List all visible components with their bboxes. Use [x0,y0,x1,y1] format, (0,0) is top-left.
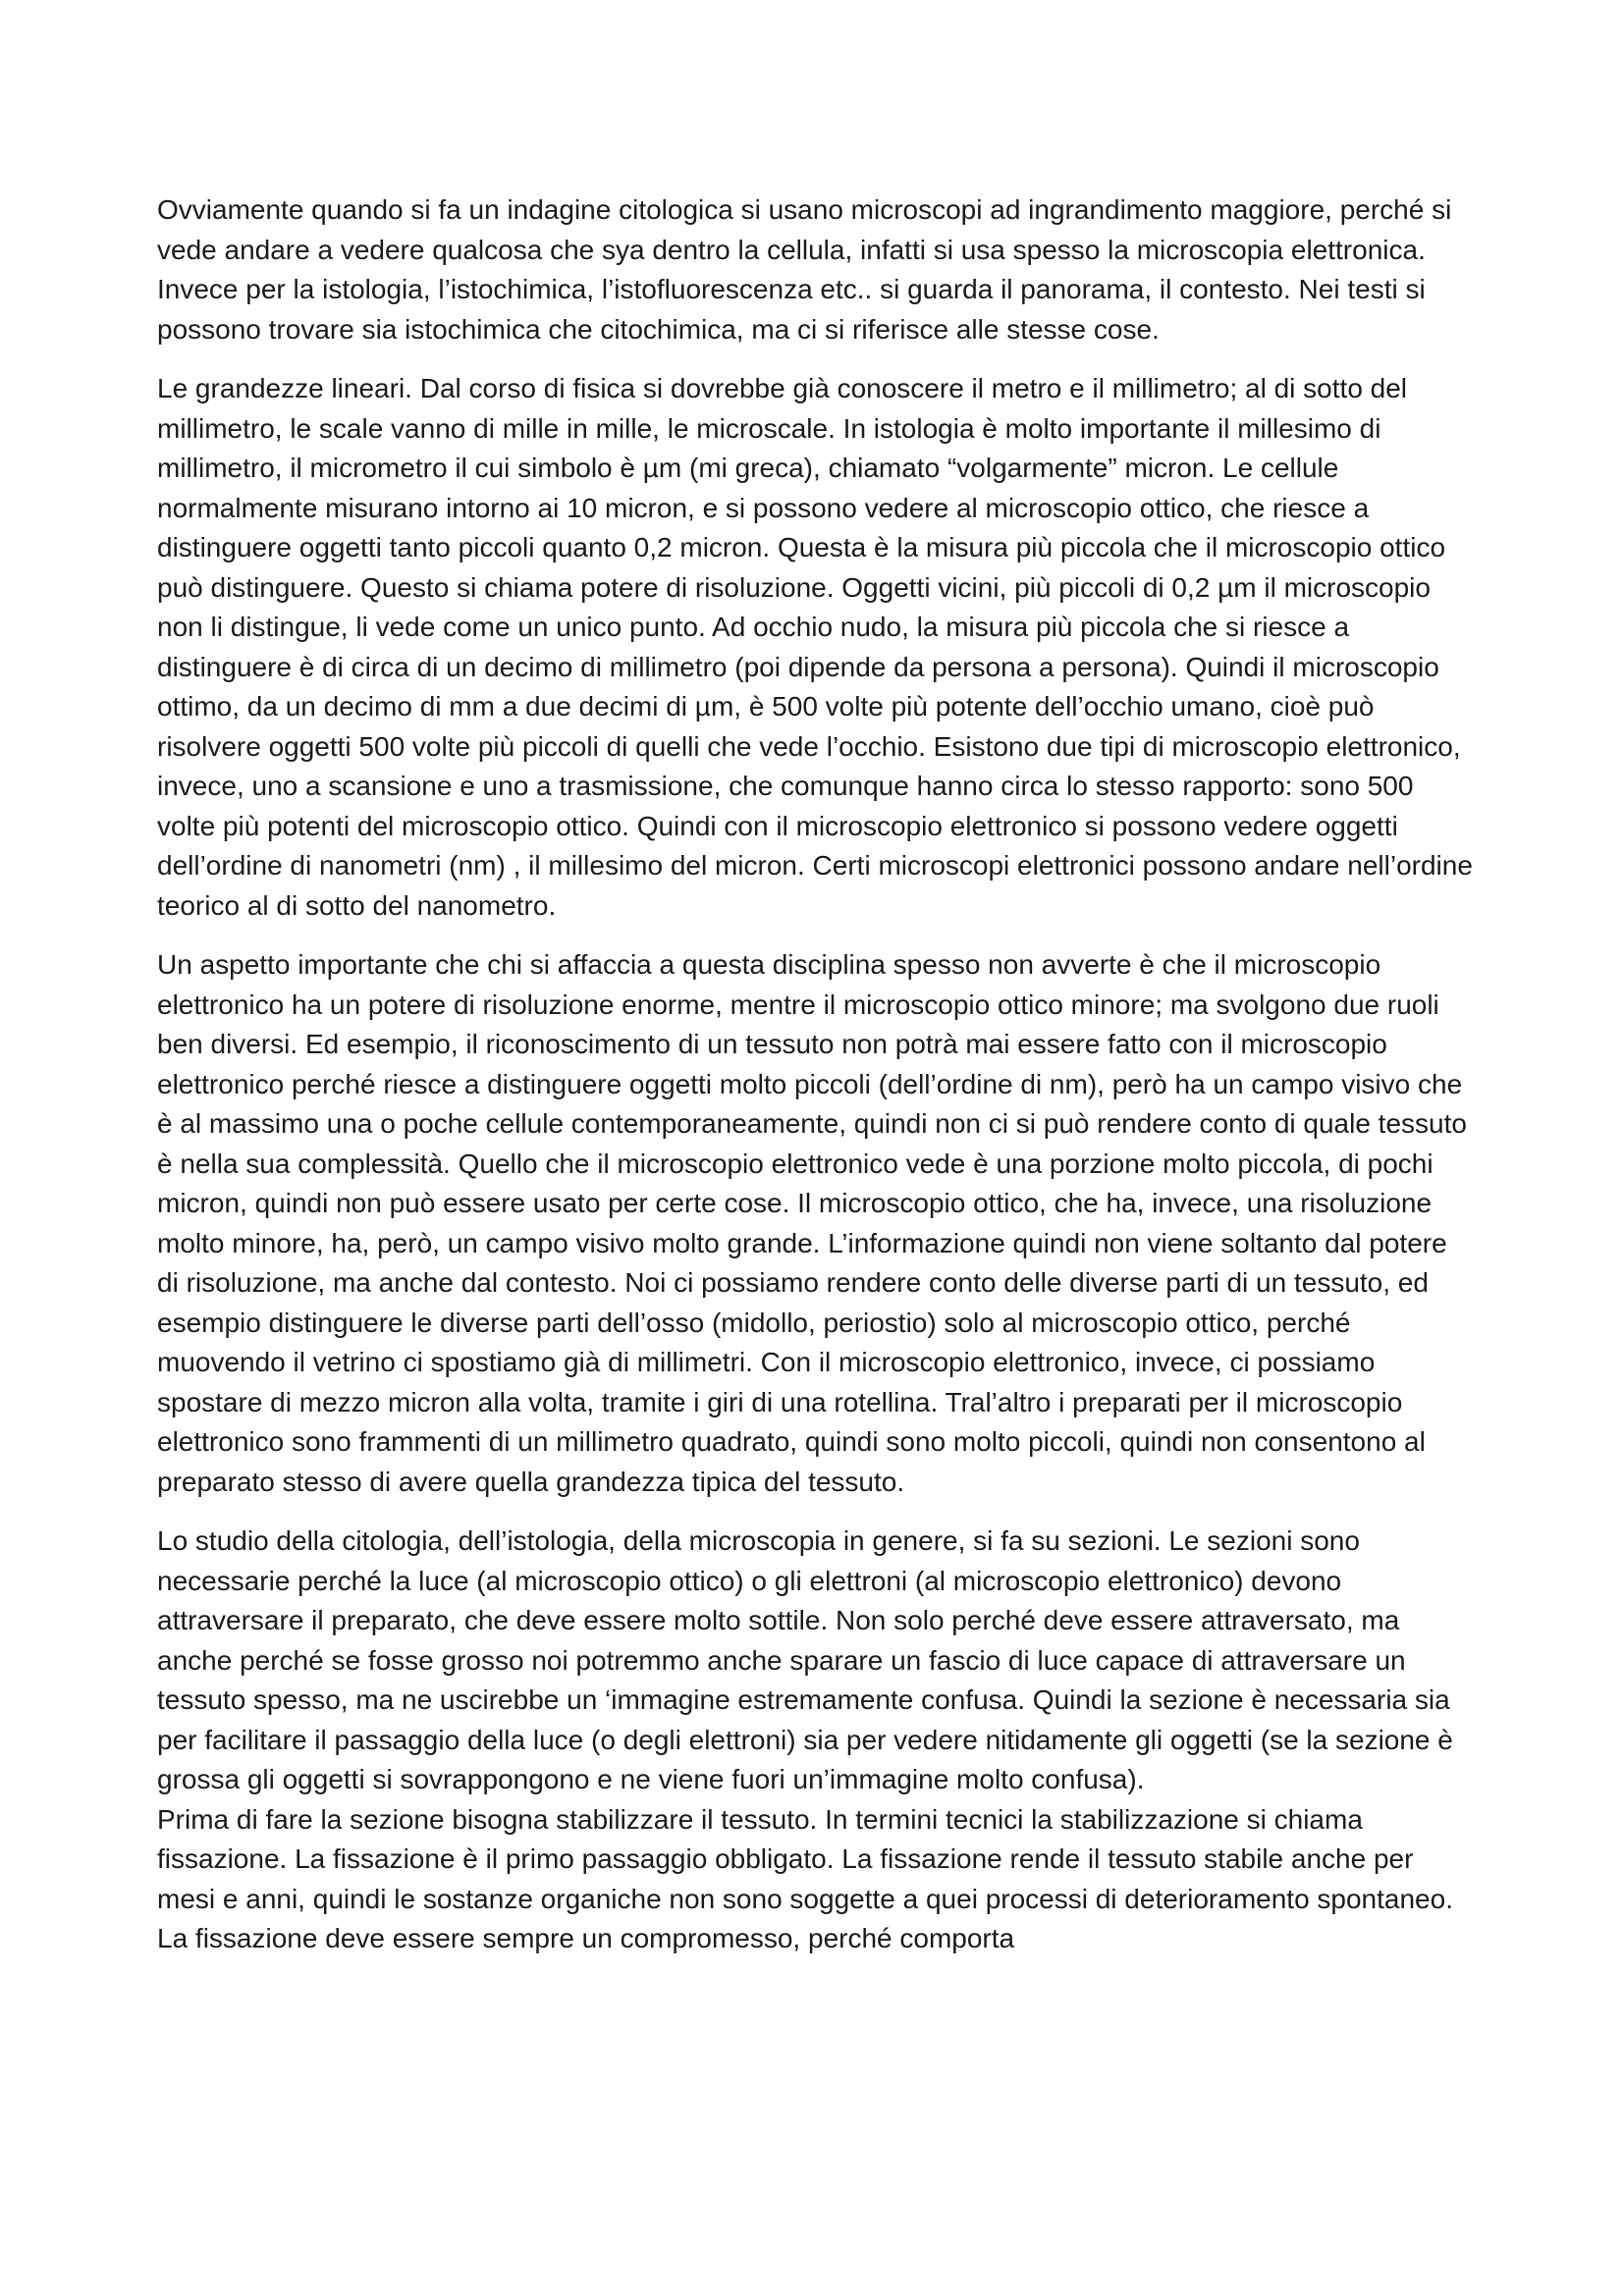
paragraph-4: Lo studio della citologia, dell’istologia, della microscopia in genere, si fa su sezioni. Le sezioni sono necessarie perché la luce (al microscopio ottico) o gli elettroni (al microscopio elettronico) devono attraversare il preparato, che deve essere molto sottile. Non solo perché deve essere attraversato, ma anche perché se fosse grosso noi potremmo anche sparare un fascio di luce capace di attraversare un tessuto spesso, ma ne uscirebbe un ‘immagine estremamente confusa. Quindi la sezione è necessaria sia per facilitare il passaggio della luce (o degli elettroni) sia per vedere nitidamente gli oggetti (se la sezione è grossa gli oggetti si sovrappongono e ne viene fuori un’immagine molto confusa). [157,1525,1453,1794]
document-body [157,190,1473,1979]
paragraph-3: Un aspetto importante che chi si affaccia a questa disciplina spesso non avverte è che il microscopio elettronico ha un potere di risoluzione enorme, mentre il microscopio ottico minore; ma svolgono due ruoli ben diversi. Ed esempio, il riconoscimento di un tessuto non potrà mai essere fatto con il microscopio elettronico perché riesce a distinguere oggetti molto piccoli (dell’ordine di nm), però ha un campo visivo che è al massimo una o poche cellule contemporaneamente, quindi non ci si può rendere conto di quale tessuto è nella sua complessità. Quello che il microscopio elettronico vede è una porzione molto piccola, di pochi micron, quindi non può essere usato per certe cose. Il microscopio ottico, che ha, invece, una risoluzione molto minore, ha, però, un campo visivo molto grande. L’informazione quindi non viene soltanto dal potere di risoluzione, ma anche dal contesto. Noi ci possiamo rendere conto delle diverse parti di un tessuto, ed esempio distinguere le diverse parti dell’osso (midollo, periostio) solo al microscopio ottico, perché muovendo il vetrino ci spostiamo già di millimetri. Con il microscopio elettronico, invece, ci possiamo spostare di mezzo micron alla volta, tramite i giri di una rotellina. Tral’altro i preparati per il microscopio elettronico sono frammenti di un millimetro quadrato, quindi sono molto piccoli, quindi non consentono al preparato stesso di avere quella grandezza tipica del tessuto. [157,949,1467,1497]
paragraph-1: Ovviamente quando si fa un indagine citologica si usano microscopi ad ingrandimento maggiore, perché si vede andare a vedere qualcosa che sya dentro la cellula, infatti si usa spesso la microscopia elettronica. Invece per la istologia, l’istochimica, l’istofluorescenza etc.. si guarda il panorama, il contesto. Nei testi si possono trovare sia istochimica che citochimica, ma ci si riferisce alle stesse cose. [157,194,1452,345]
paragraph-5: Prima di fare la sezione bisogna stabilizzare il tessuto. In termini tecnici la stabilizzazione si chiama fissazione. La fissazione è il primo passaggio obbligato. La fissazione rende il tessuto stabile anche per mesi e anni, quindi le sostanze organiche non sono soggette a quei processi di deterioramento spontaneo. La fissazione deve essere sempre un compromesso, perché comporta [157,1803,1453,1953]
paragraph-2: Le grandezze lineari. Dal corso di fisica si dovrebbe già conoscere il metro e il millimetro; al di sotto del millimetro, le scale vanno di mille in mille, le microscale. In istologia è molto importante il millesimo di millimetro, il micrometro il cui simbolo è µm (mi greca), chiamato “volgarmente” micron. Le cellule normalmente misurano intorno ai 10 micron, e si possono vedere al microscopio ottico, che riesce a distinguere oggetti tanto piccoli quanto 0,2 micron. Questa è la misura più piccola che il microscopio ottico può distinguere. Questo si chiama potere di risoluzione. Oggetti vicini, più piccoli di 0,2 µm il microscopio non li distingue, li vede come un unico punto. Ad occhio nudo, la misura più piccola che si riesce a distinguere è di circa di un decimo di millimetro (poi dipende da persona a persona). Quindi il microscopio ottimo, da un decimo di mm a due decimi di µm, è 500 volte più potente dell’occhio umano, cioè può risolvere oggetti 500 volte più piccoli di quelli che vede l’occhio. Esistono due tipi di microscopio elettronico, invece, uno a scansione e uno a trasmissione, che comunque hanno circa lo stesso rapporto: sono 500 volte più potenti del microscopio ottico. Quindi con il microscopio elettronico si possono vedere oggetti dell’ordine di nanometri (nm) , il millesimo del micron. Certi microscopi elettronici possono andare nell’ordine teorico al di sotto del nanometro. [157,373,1473,921]
